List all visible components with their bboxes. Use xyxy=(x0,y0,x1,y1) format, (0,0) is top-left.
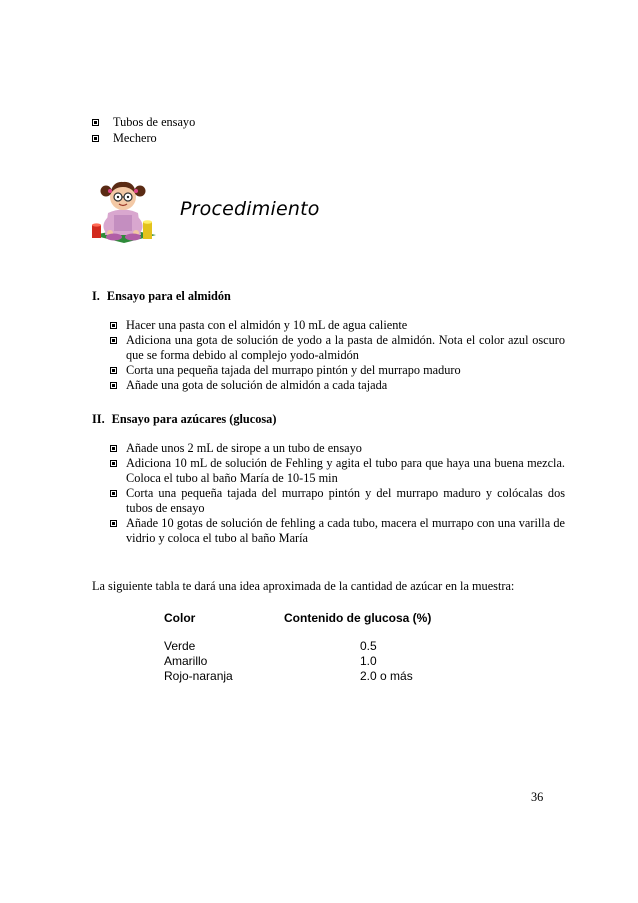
table-cell: Amarillo xyxy=(164,654,208,668)
list-item xyxy=(110,333,565,363)
table-row xyxy=(164,639,560,654)
list-item-text: Corta una pequeña tajada del murrapo pintón y del murrapo maduro xyxy=(126,363,461,377)
list-item xyxy=(110,363,565,378)
procedure-title: Procedimiento xyxy=(180,198,320,220)
table-header-row xyxy=(164,611,560,639)
glucose-table xyxy=(164,611,560,684)
column-header: Color xyxy=(164,611,196,625)
materials-list xyxy=(92,115,552,147)
checkbox-bullet-icon xyxy=(110,367,117,374)
table-cell: 0.5 xyxy=(360,639,377,653)
table-cell: 2.0 o más xyxy=(360,669,413,683)
child-scientist-illustration xyxy=(86,173,162,249)
page-number: 36 xyxy=(531,790,544,804)
list-item xyxy=(110,378,565,393)
checkbox-bullet-icon xyxy=(92,135,99,142)
checkbox-bullet-icon xyxy=(110,520,117,527)
table-cell: Verde xyxy=(164,639,196,653)
section-numeral: I. xyxy=(92,289,100,303)
checkbox-bullet-icon xyxy=(92,119,99,126)
list-item-text: Añade 10 gotas de solución de fehling a cada tubo, macera el murrapo con una varilla de vidrio y coloca el tubo al baño María xyxy=(126,516,565,545)
checkbox-bullet-icon xyxy=(110,382,117,389)
checkbox-bullet-icon xyxy=(110,490,117,497)
list-item xyxy=(110,318,565,333)
list-item xyxy=(92,131,552,146)
section-title: Ensayo para azúcares (glucosa) xyxy=(111,412,277,426)
list-item xyxy=(110,441,565,456)
list-item-text: Añade unos 2 mL de sirope a un tubo de ensayo xyxy=(126,441,362,455)
table-cell: Rojo-naranja xyxy=(164,669,233,683)
checkbox-bullet-icon xyxy=(110,337,117,344)
list-item-text: Tubos de ensayo xyxy=(113,115,196,129)
checkbox-bullet-icon xyxy=(110,445,117,452)
intro-paragraph: La siguiente tabla te dará una idea aproximada de la cantidad de azúcar en la muestra: xyxy=(92,579,515,594)
list-item-text: Adiciona 10 mL de solución de Fehling y agita el tubo para que haya una buena mezcla. Coloca el tubo al baño María de 10-15 min xyxy=(126,456,565,485)
table-row xyxy=(164,654,560,669)
list-item-text: Hacer una pasta con el almidón y 10 mL de agua caliente xyxy=(126,318,408,332)
list-item xyxy=(110,486,565,516)
list-item xyxy=(92,115,552,130)
list-item xyxy=(110,456,565,486)
list-item-text: Mechero xyxy=(113,131,157,145)
checkbox-bullet-icon xyxy=(110,460,117,467)
section-steps xyxy=(110,441,565,546)
list-item-text: Adiciona una gota de solución de yodo a la pasta de almidón. Nota el color azul oscuro que se forma debido al complejo yodo-almidón xyxy=(126,333,565,362)
column-header: Contenido de glucosa (%) xyxy=(284,611,432,625)
list-item-text: Añade una gota de solución de almidón a cada tajada xyxy=(126,378,388,392)
section-title: Ensayo para el almidón xyxy=(106,289,231,303)
section-heading xyxy=(92,412,276,427)
table-cell: 1.0 xyxy=(360,654,377,668)
section-heading xyxy=(92,289,231,304)
list-item xyxy=(110,516,565,546)
section-numeral: II. xyxy=(92,412,105,426)
list-item-text: Corta una pequeña tajada del murrapo pintón y del murrapo maduro y colócalas dos tubos de ensayo xyxy=(126,486,565,515)
section-steps xyxy=(110,318,565,393)
table-row xyxy=(164,669,560,684)
checkbox-bullet-icon xyxy=(110,322,117,329)
